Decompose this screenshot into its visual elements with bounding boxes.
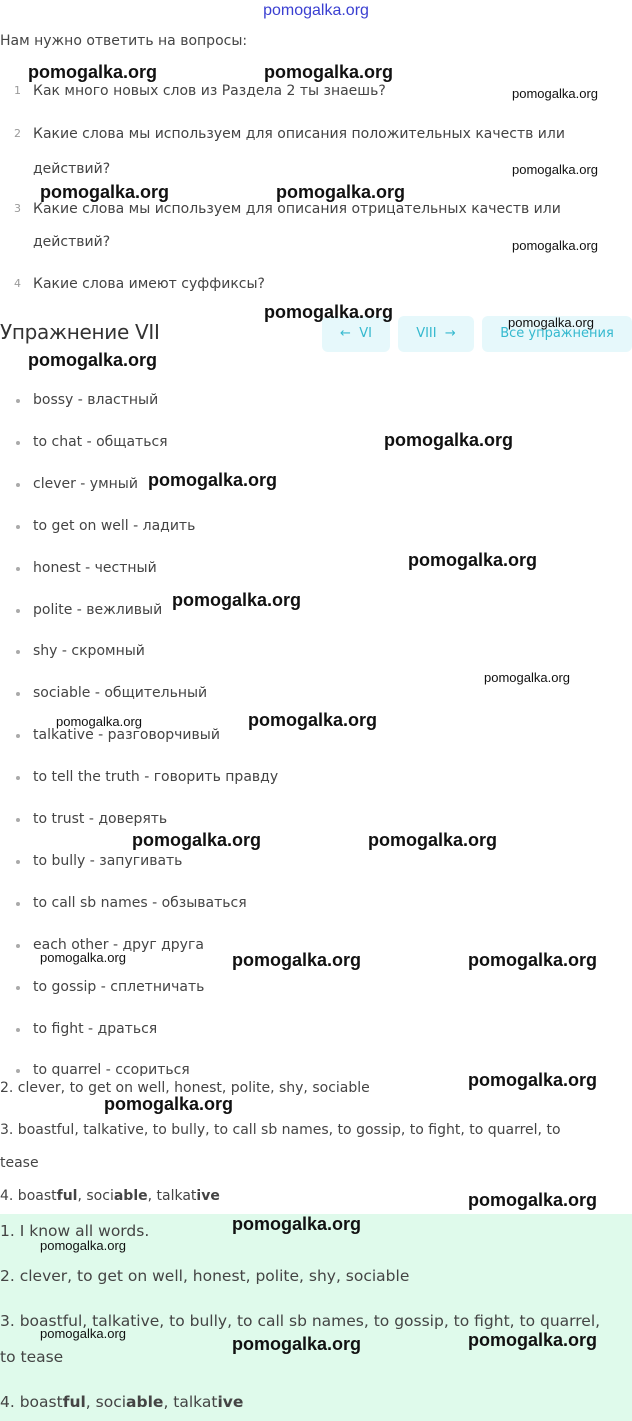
bullet-icon	[16, 525, 20, 529]
next-exercise-label: VIII	[416, 326, 437, 341]
watermark: pomogalka.org	[40, 1238, 126, 1253]
bullet-icon	[16, 1069, 20, 1073]
bullet-icon	[16, 986, 20, 990]
watermark: pomogalka.org	[148, 470, 278, 490]
green-answer-2: 2. clever, to get on well, honest, polite, shy, sociable	[0, 1267, 410, 1285]
bullet-icon	[16, 692, 20, 696]
question-text: Какие слова мы используем для описания отрицательных качеств или	[33, 201, 561, 217]
vocab-text: to fight - драться	[33, 1021, 158, 1037]
answer-2: 2. clever, to get on well, honest, polite, shy, sociable	[0, 1080, 370, 1096]
watermark: pomogalka.org	[512, 162, 598, 177]
vocab-text: to trust - доверять	[33, 811, 168, 827]
prev-exercise-label: VI	[359, 326, 372, 341]
answer-3-cont: tease	[0, 1155, 39, 1171]
vocab-text: shy - скромный	[33, 643, 145, 659]
vocab-text: to chat - общаться	[33, 434, 168, 450]
exercise-title: Упражнение VII	[0, 320, 160, 344]
green-answer-4	[0, 1393, 243, 1411]
watermark: pomogalka.org	[172, 590, 302, 610]
question-number: 1	[14, 84, 21, 97]
bullet-icon	[16, 944, 20, 948]
question-text: Какие слова имеют суффиксы?	[33, 276, 265, 292]
question-text: Как много новых слов из Раздела 2 ты знаешь?	[33, 83, 386, 99]
watermark: pomogalka.org	[56, 714, 142, 729]
watermark: pomogalka.org	[276, 182, 406, 202]
watermark: pomogalka.org	[264, 62, 394, 82]
question-number: 2	[14, 127, 21, 140]
arrow-left-icon: ←	[340, 326, 351, 341]
watermark: pomogalka.org	[468, 1070, 598, 1090]
green-answer-1: 1. I know all words.	[0, 1222, 150, 1240]
bullet-icon	[16, 650, 20, 654]
vocab-text: each other - друг друга	[33, 937, 204, 953]
vocab-text: sociable - общительный	[33, 685, 208, 701]
watermark: pomogalka.org	[40, 1326, 126, 1341]
bullet-icon	[16, 1028, 20, 1032]
answer-3: 3. boastful, talkative, to bully, to call sb names, to gossip, to fight, to quarrel, to	[0, 1122, 561, 1138]
bullet-icon	[16, 441, 20, 445]
question-number: 4	[14, 277, 21, 290]
suffix: able	[126, 1393, 164, 1411]
vocab-text: to call sb names - обзываться	[33, 895, 247, 911]
vocab-text: to get on well - ладить	[33, 518, 196, 534]
vocab-text: polite - вежливый	[33, 602, 163, 618]
bullet-icon	[16, 483, 20, 487]
bullet-icon	[16, 776, 20, 780]
watermark: pomogalka.org	[408, 550, 538, 570]
watermark: pomogalka.org	[232, 1334, 362, 1354]
vocab-text: to gossip - сплетничать	[33, 979, 205, 995]
watermark: pomogalka.org	[232, 950, 362, 970]
answer-4	[0, 1188, 220, 1204]
watermark: pomogalka.org	[384, 430, 514, 450]
site-link[interactable]: pomogalka.org	[263, 2, 369, 19]
watermark: pomogalka.org	[468, 1330, 598, 1350]
watermark: pomogalka.org	[484, 670, 570, 685]
watermark: pomogalka.org	[468, 1190, 598, 1210]
vocab-text: bossy - властный	[33, 392, 159, 408]
bullet-icon	[16, 818, 20, 822]
suffix: ful	[56, 1188, 78, 1204]
watermark: pomogalka.org	[104, 1094, 234, 1114]
question-number: 3	[14, 202, 21, 215]
all-exercises-label: Все упражнения	[500, 326, 614, 341]
bullet-icon	[16, 609, 20, 613]
bullet-icon	[16, 734, 20, 738]
suffix: ful	[62, 1393, 86, 1411]
watermark: pomogalka.org	[40, 950, 126, 965]
vocab-text: talkative - разговорчивый	[33, 727, 220, 743]
arrow-right-icon: →	[444, 326, 456, 341]
answer-text: , soci	[77, 1188, 114, 1204]
next-exercise-button[interactable]	[398, 316, 474, 352]
vocab-text: honest - честный	[33, 560, 157, 576]
watermark: pomogalka.org	[508, 315, 594, 330]
vocab-text: to bully - запугивать	[33, 853, 183, 869]
watermark: pomogalka.org	[264, 302, 394, 322]
vocab-text: clever - умный	[33, 476, 138, 492]
answer-text: , talkat	[147, 1188, 197, 1204]
suffix: ive	[217, 1393, 244, 1411]
question-item	[0, 265, 620, 305]
answer-text: 4. boast	[0, 1188, 57, 1204]
answer-text: , talkat	[163, 1393, 218, 1411]
question-text-cont: действий?	[33, 161, 111, 177]
answer-text: , soci	[85, 1393, 127, 1411]
question-text: Какие слова мы используем для описания положительных качеств или	[33, 126, 565, 142]
watermark: pomogalka.org	[132, 830, 262, 850]
watermark: pomogalka.org	[368, 830, 498, 850]
watermark: pomogalka.org	[468, 950, 598, 970]
bullet-icon	[16, 399, 20, 403]
watermark: pomogalka.org	[248, 710, 378, 730]
vocab-text: to tell the truth - говорить правду	[33, 769, 279, 785]
green-answer-3: 3. boastful, talkative, to bully, to call sb names, to gossip, to fight, to quarrel,	[0, 1312, 601, 1330]
suffix: ive	[196, 1188, 220, 1204]
answer-text: 4. boast	[0, 1393, 63, 1411]
suffix: able	[113, 1188, 148, 1204]
watermark: pomogalka.org	[28, 350, 158, 370]
watermark: pomogalka.org	[512, 86, 598, 101]
watermark: pomogalka.org	[28, 62, 158, 82]
intro-text: Нам нужно ответить на вопросы:	[0, 33, 248, 49]
green-answer-3-cont: to tease	[0, 1348, 64, 1366]
vocab-text: to quarrel - ссориться	[33, 1062, 190, 1076]
watermark: pomogalka.org	[232, 1214, 362, 1234]
watermark: pomogalka.org	[40, 182, 170, 202]
bullet-icon	[16, 902, 20, 906]
bullet-icon	[16, 860, 20, 864]
watermark: pomogalka.org	[512, 238, 598, 253]
bullet-icon	[16, 567, 20, 571]
question-text-cont: действий?	[33, 234, 111, 250]
